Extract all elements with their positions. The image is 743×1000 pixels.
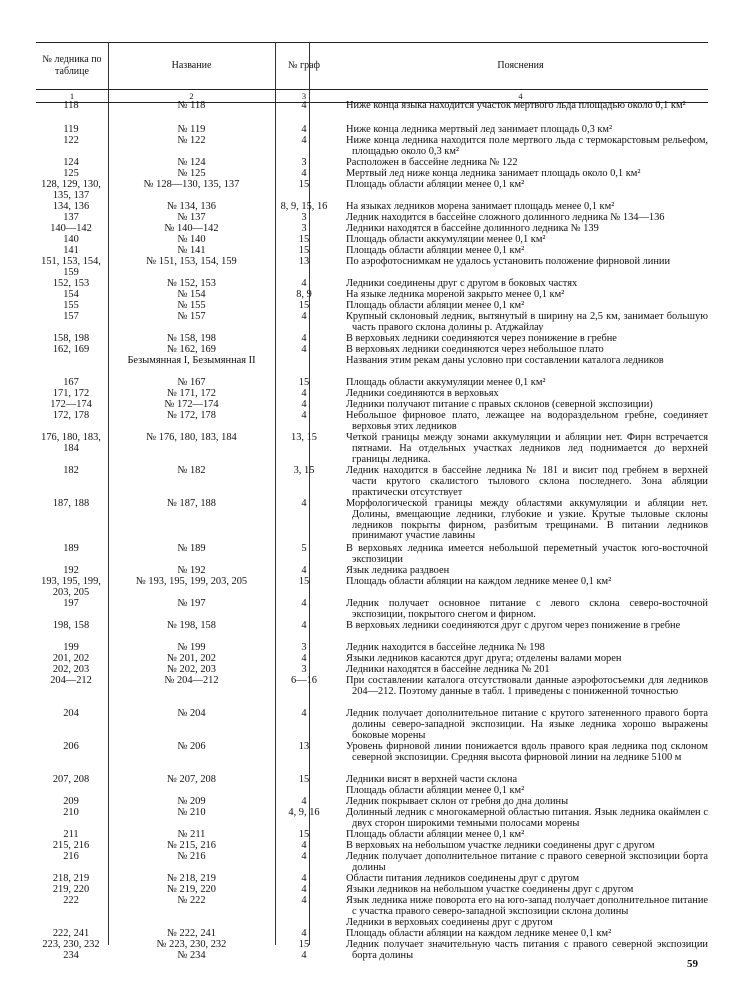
graph-number-cell: 15 (298, 576, 310, 587)
table-row (36, 709, 708, 742)
name-cell: № 204—212 (164, 675, 219, 686)
name-cell: № 189 (177, 543, 206, 554)
glacier-number-cell: 222 (63, 895, 79, 906)
glacier-number-cell: 223, 230, 232 (42, 939, 100, 950)
table-row (36, 621, 708, 643)
notes-cell: В верховьях ледники соединяются через понижение в гребне (346, 333, 617, 344)
notes-cell: В верховьях ледники соединяются друг с другом через понижение в гребне (346, 620, 681, 631)
graph-number-cell: 3 (301, 664, 307, 675)
notes-cell: Языки ледников на небольшом участке соединены друг с другом (346, 884, 634, 895)
graph-number-cell: 4 (301, 851, 307, 862)
graph-number-cell: 4 (301, 278, 307, 289)
name-cell: № 210 (177, 807, 206, 818)
glacier-number-cell: 171, 172 (52, 388, 90, 399)
graph-number-cell: 4 (301, 895, 307, 906)
name-cell: № 198, 158 (167, 620, 216, 631)
notes-cell: Ниже конца ледника находится поле мертвого льда с термокарстовым рельефом, площадью около 0,3 км² (346, 135, 708, 157)
glacier-number-cell: 140—142 (50, 223, 92, 234)
table-row (36, 411, 708, 433)
graph-number-cell: 4 (301, 333, 307, 344)
name-cell: № 234 (177, 950, 206, 961)
graph-number-cell: 15 (298, 939, 310, 950)
graph-number-cell: 15 (298, 179, 310, 190)
glacier-number-cell: 207, 208 (52, 774, 90, 785)
notes-cell: По аэрофотоснимкам не удалось установить положение фирновой линии (346, 256, 671, 267)
glacier-number-cell: 158, 198 (52, 333, 90, 344)
notes-cell: В верховьях ледники соединяются через небольшое плато (346, 344, 604, 355)
name-cell: № 216 (177, 851, 206, 862)
notes-cell: Ледники соединены друг с другом в боковых частях (346, 278, 578, 289)
notes-cell: Площадь области аккумуляции менее 0,1 км² (346, 377, 546, 388)
graph-number-cell: 4 (301, 620, 307, 631)
name-cell: № 152, 153 (167, 278, 216, 289)
table-row (36, 896, 708, 918)
graph-number-cell: 13 (298, 741, 310, 752)
graph-number-cell: 4 (301, 498, 307, 509)
table-row (36, 742, 708, 775)
graph-number-cell: 3, 15 (293, 465, 315, 476)
glacier-number-cell: 211 (63, 829, 79, 840)
header-row (36, 42, 708, 90)
graph-number-cell: 15 (298, 774, 310, 785)
notes-cell: Крупный склоновый ледник, вытянутый в ширину на 2,5 км, занимает большую часть правого склона долины р. Атджайлау (346, 311, 708, 333)
name-cell: № 155 (177, 300, 206, 311)
graph-number-cell: 4 (301, 565, 307, 576)
glacier-number-cell: 202, 203 (52, 664, 90, 675)
graph-number-cell: 4 (301, 796, 307, 807)
notes-cell: Морфологической границы между областями аккумуляции и абляции нет. Долины, вмещающие ледники, глубокие и узкие. Крутые тыловые склоны ледников покрыты фирном, разбитым трещинами. В питании ледников принимают участие лавины (346, 498, 708, 542)
glacier-number-cell: 187, 188 (52, 498, 90, 509)
notes-cell: Площадь области абляции на каждом леднике менее 0,1 км² (346, 928, 612, 939)
glacier-number-cell: 124 (63, 157, 79, 168)
glacier-number-cell: 154 (63, 289, 79, 300)
graph-number-cell: 4 (301, 928, 307, 939)
graph-number-cell: 5 (301, 543, 307, 554)
glacier-number-cell: 176, 180, 183, 184 (41, 432, 101, 454)
name-cell: № 167 (177, 377, 206, 388)
column-number-3: 3 (301, 91, 307, 101)
table-body (36, 101, 708, 962)
graph-number-cell: 15 (298, 377, 310, 388)
name-cell: № 187, 188 (167, 498, 216, 509)
graph-number-cell: 8, 9, 15, 16 (280, 201, 328, 212)
table-row (36, 852, 708, 874)
notes-cell: Небольшое фирновое плато, лежащее на водораздельном гребне, соединяет верховья этих ледников (346, 410, 708, 432)
graph-number-cell: 15 (298, 234, 310, 245)
name-cell: № 128—130, 135, 137 (143, 179, 240, 190)
glacier-number-cell: 119 (63, 124, 79, 135)
glacier-number-cell: 125 (63, 168, 79, 179)
graph-number-cell: 3 (301, 157, 307, 168)
graph-number-cell: 6—16 (291, 675, 317, 686)
table-row (36, 180, 708, 202)
graph-number-cell: 4 (301, 124, 307, 135)
table-row (36, 466, 708, 499)
glacier-number-cell: 189 (63, 543, 79, 554)
notes-cell: Ледник находится в бассейне ледника № 181 и висит под гребнем в верхней части крутого скалистого тылового склона последнего. Зона абляции практически отсутствует (346, 465, 708, 498)
notes-cell: Ледник получает основное питание с левого склона северо-восточной экспозиции, покрытого снегом и фирном. (346, 598, 708, 620)
name-cell: № 141 (177, 245, 206, 256)
glacier-number-cell: 157 (63, 311, 79, 322)
notes-cell: Долинный ледник с многокамерной областью питания. Язык ледника окаймлен с двух сторон широкими темными полосами морены (346, 807, 708, 829)
name-cell: № 172—174 (164, 399, 219, 410)
graph-number-cell: 3 (301, 642, 307, 653)
graph-number-cell: 3 (301, 223, 307, 234)
column-number-1: 1 (69, 91, 75, 101)
notes-cell: Ледники находятся в бассейне долинного ледника № 139 (346, 223, 599, 234)
glacier-number-cell: 172—174 (50, 399, 92, 410)
name-cell: № 206 (177, 741, 206, 752)
notes-cell: Ледники получают питание с правых склонов (северной экспозиции) (346, 399, 653, 410)
notes-cell: На языках ледников морена занимает площадь менее 0,1 км² (346, 201, 615, 212)
name-cell: № 118 (177, 100, 206, 111)
table-row (36, 499, 708, 544)
name-cell: № 204 (177, 708, 206, 719)
name-cell: № 192 (177, 565, 206, 576)
name-cell: № 140 (177, 234, 206, 245)
glacier-number-cell: 134, 136 (52, 201, 90, 212)
notes-cell: Четкой границы между зонами аккумуляции и абляции нет. Фирн встречается пятнами. На отдельных участках ледников лед поднимается до верхней границы ледника. (346, 432, 708, 465)
table-row (36, 257, 708, 279)
notes-cell: Площадь области абляции менее 0,1 км² (346, 179, 525, 190)
header-col-name: Название (171, 60, 212, 71)
glacier-number-cell: 122 (63, 135, 79, 146)
name-cell: № 197 (177, 598, 206, 609)
notes-cell: Ледники в верховьях соединены друг с другом (346, 917, 553, 928)
table-row (36, 808, 708, 830)
column-number-4: 4 (518, 91, 523, 101)
glacier-number-cell: 222, 241 (52, 928, 90, 939)
glacier-number-cell: 152, 153 (52, 278, 90, 289)
glacier-number-cell: 151, 153, 154, 159 (41, 256, 101, 278)
graph-number-cell: 4 (301, 598, 307, 609)
notes-cell: Мертвый лед ниже конца ледника занимает площадь около 0,1 км² (346, 168, 641, 179)
graph-number-cell: 4 (301, 168, 307, 179)
table-header (36, 42, 708, 103)
notes-cell: Ледник покрывает склон от гребня до дна долины (346, 796, 569, 807)
name-cell: № 193, 195, 199, 203, 205 (135, 576, 248, 587)
name-cell: № 209 (177, 796, 206, 807)
glacier-number-cell: 199 (63, 642, 79, 653)
name-cell: № 222 (177, 895, 206, 906)
glacier-number-cell: 137 (63, 212, 79, 223)
name-cell: № 199 (177, 642, 206, 653)
glacier-number-cell: 218, 219 (52, 873, 90, 884)
graph-number-cell: 4 (301, 873, 307, 884)
name-cell: № 124 (177, 157, 206, 168)
table-row (36, 101, 708, 125)
page-number: 59 (687, 958, 698, 970)
column-number-2: 2 (189, 91, 194, 101)
name-cell: № 122 (177, 135, 206, 146)
glacier-number-cell: 141 (63, 245, 79, 256)
notes-cell: Площадь области аккумуляции менее 0,1 км² (346, 234, 546, 245)
name-cell: № 137 (177, 212, 206, 223)
glacier-number-cell: 162, 169 (52, 344, 90, 355)
name-cell: № 125 (177, 168, 206, 179)
notes-cell: На языке ледника мореной закрыто менее 0,1 км² (346, 289, 565, 300)
notes-cell: Ледник получает значительную часть питания с правого северной экспозиции борта долины (346, 939, 708, 961)
header-col-glacier-number: № ледника по таблице (42, 54, 102, 77)
notes-cell: Названия этим рекам даны условно при составлении каталога ледников (346, 355, 664, 366)
graph-number-cell: 4 (301, 344, 307, 355)
graph-number-cell: 15 (298, 829, 310, 840)
notes-cell: Язык ледника ниже поворота его на юго-запад получает дополнительное питание с участка правого северо-западной экспозиции склона долины (346, 895, 708, 917)
graph-number-cell: 4 (301, 884, 307, 895)
name-cell: № 215, 216 (167, 840, 216, 851)
notes-cell: Расположен в бассейне ледника № 122 (346, 157, 518, 168)
name-cell: № 176, 180, 183, 184 (146, 432, 237, 443)
table-row (36, 356, 708, 378)
name-cell: № 154 (177, 289, 206, 300)
table-row (36, 433, 708, 466)
name-cell: № 218, 219 (167, 873, 216, 884)
glacier-number-cell: 204 (63, 708, 79, 719)
graph-number-cell: 15 (298, 300, 310, 311)
notes-cell: Языки ледников касаются друг друга; отделены валами морен (346, 653, 622, 664)
notes-cell: Ледники находятся в бассейне ледника № 201 (346, 664, 550, 675)
glacier-number-cell: 182 (63, 465, 79, 476)
graph-number-cell: 4 (301, 708, 307, 719)
table-row (36, 312, 708, 334)
name-cell: № 119 (177, 124, 206, 135)
glacier-number-cell: 204—212 (50, 675, 92, 686)
graph-number-cell: 4 (301, 653, 307, 664)
name-cell: № 202, 203 (167, 664, 216, 675)
name-cell: № 140—142 (164, 223, 219, 234)
graph-number-cell: 3 (301, 212, 307, 223)
glacier-number-cell: 140 (63, 234, 79, 245)
name-cell: № 172, 178 (167, 410, 216, 421)
glacier-number-cell: 210 (63, 807, 79, 818)
glacier-number-cell: 128, 129, 130, 135, 137 (41, 179, 101, 201)
notes-cell: В верховьях на небольшом участке ледники соединены друг с другом (346, 840, 655, 851)
table-row (36, 951, 708, 962)
glacier-number-cell: 193, 195, 199, 203, 205 (41, 576, 101, 598)
table-row (36, 599, 708, 621)
graph-number-cell: 4 (301, 388, 307, 399)
notes-cell: Площадь области абляции менее 0,1 км² (346, 245, 525, 256)
notes-cell: Площадь области абляции на каждом леднике менее 0,1 км² (346, 576, 612, 587)
glacier-number-cell: 197 (63, 598, 79, 609)
name-cell: № 219, 220 (167, 884, 216, 895)
name-cell: № 211 (177, 829, 206, 840)
table-row (36, 676, 708, 709)
notes-cell: Ниже конца языка находится участок мертвого льда площадью около 0,1 км² (346, 100, 686, 111)
graph-number-cell: 4 (301, 311, 307, 322)
name-cell: № 162, 169 (167, 344, 216, 355)
name-cell: № 222, 241 (167, 928, 216, 939)
name-cell: № 207, 208 (167, 774, 216, 785)
table-row (36, 544, 708, 566)
graph-number-cell: 4 (301, 100, 307, 111)
graph-number-cell: 4 (301, 840, 307, 851)
glacier-number-cell: 209 (63, 796, 79, 807)
notes-cell: Площадь области абляции менее 0,1 км² (346, 785, 525, 796)
glacier-number-cell: 219, 220 (52, 884, 90, 895)
name-cell: № 171, 172 (167, 388, 216, 399)
name-cell: № 223, 230, 232 (156, 939, 227, 950)
notes-cell: Уровень фирновой линии понижается вдоль правого края ледника под склоном северной экспозиции. Средняя высота фирновой линии на леднике 5100 м (346, 741, 708, 763)
name-cell: № 134, 136 (167, 201, 216, 212)
glacier-number-cell: 118 (63, 100, 79, 111)
header-col-notes: Пояснения (497, 60, 544, 71)
graph-number-cell: 4 (301, 950, 307, 961)
glacier-number-cell: 215, 216 (52, 840, 90, 851)
notes-cell: Ледник получает дополнительное питание с крутого затененного правого борта долины северо-западной экспозиции. На языке ледника хорошо выражены боковые морены (346, 708, 708, 741)
notes-cell: Ледник находится в бассейне ледника № 198 (346, 642, 545, 653)
notes-cell: В верховьях ледника имеется небольшой переметный участок юго-восточной экспозиции (346, 543, 708, 565)
name-cell: № 182 (177, 465, 206, 476)
graph-number-cell: 4 (301, 135, 307, 146)
graph-number-cell: 4 (301, 410, 307, 421)
notes-cell: Ледник находится в бассейне сложного долинного ледника № 134—136 (346, 212, 665, 223)
notes-cell: Площадь области абляции менее 0,1 км² (346, 300, 525, 311)
notes-cell: Язык ледника раздвоен (346, 565, 450, 576)
graph-number-cell: 15 (298, 245, 310, 256)
notes-cell: Площадь области абляции менее 0,1 км² (346, 829, 525, 840)
name-cell: № 201, 202 (167, 653, 216, 664)
graph-number-cell: 4 (301, 399, 307, 410)
glacier-number-cell: 206 (63, 741, 79, 752)
graph-number-cell: 13 (298, 256, 310, 267)
name-cell: № 158, 198 (167, 333, 216, 344)
notes-cell: Ниже конца ледника мертвый лед занимает площадь 0,3 км² (346, 124, 613, 135)
table-row (36, 577, 708, 599)
notes-cell: Ледники соединяются в верховьях (346, 388, 499, 399)
notes-cell: Области питания ледников соединены друг с другом (346, 873, 580, 884)
name-cell: № 157 (177, 311, 206, 322)
glacier-number-cell: 216 (63, 851, 79, 862)
graph-number-cell: 13, 15 (291, 432, 317, 443)
notes-cell: При составлении каталога отсутствовали данные аэрофотосъемки для ледников 204—212. Поэтому данные в табл. 1 приведены с пониженной точностью (346, 675, 708, 697)
glacier-number-cell: 234 (63, 950, 79, 961)
table-row (36, 136, 708, 158)
glacier-number-cell: 172, 178 (52, 410, 90, 421)
glacier-number-cell: 167 (63, 377, 79, 388)
notes-cell: Ледники висят в верхней части склона (346, 774, 518, 785)
glacier-number-cell: 192 (63, 565, 79, 576)
header-col-graph-number: № граф (287, 60, 321, 71)
glacier-number-cell: 198, 158 (52, 620, 90, 631)
notes-cell: Ледник получает дополнительное питание с правого северной экспозиции борта долины (346, 851, 708, 873)
glacier-number-cell: 155 (63, 300, 79, 311)
name-cell: № 151, 153, 154, 159 (146, 256, 237, 267)
graph-number-cell: 8, 9 (296, 289, 312, 300)
glacier-number-cell: 201, 202 (52, 653, 90, 664)
graph-number-cell: 4, 9, 16 (288, 807, 320, 818)
name-cell: Безымянная I, Безымянная II (127, 355, 256, 366)
